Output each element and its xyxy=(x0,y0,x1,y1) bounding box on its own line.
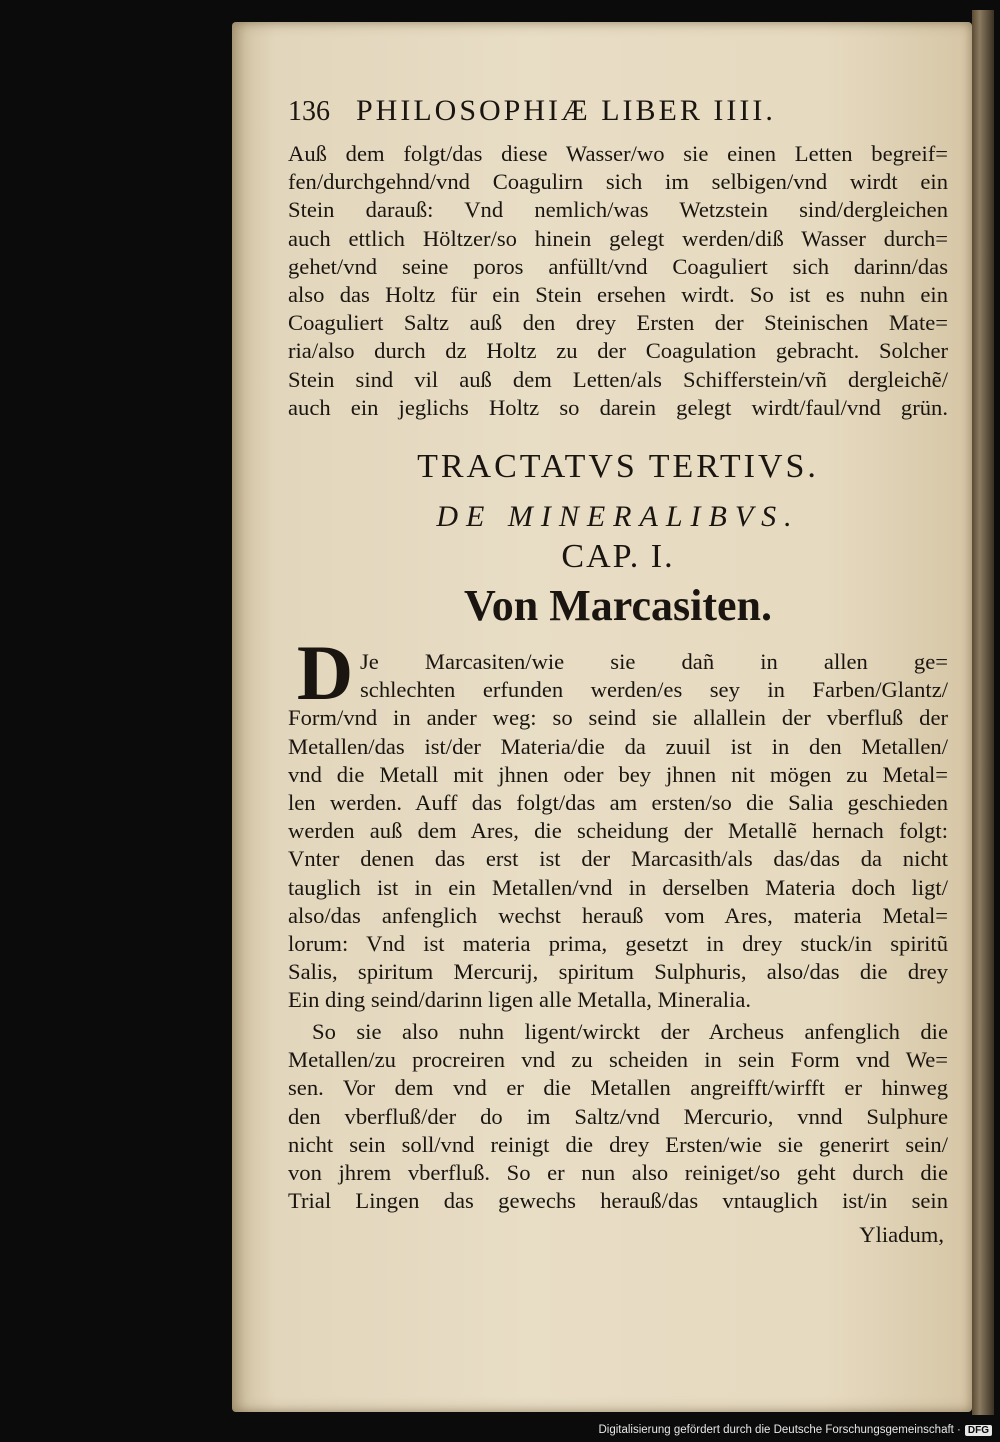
text-line: tauglich ist in ein Metallen/vnd in derselben Materia doch ligt/ xyxy=(288,874,948,900)
text-line: lorum: Vnd ist materia prima, gesetzt in drey stuck/in spiritũ xyxy=(288,931,948,957)
decorated-initial: D xyxy=(296,629,354,716)
text-line: Ein ding seind/darinn ligen alle Metalla, Mineralia. xyxy=(288,987,752,1013)
paragraph-3 xyxy=(288,1018,948,1215)
chapter-number: CAP. I. xyxy=(561,538,675,575)
tractatus-heading: TRACTATVS TERTIVS. xyxy=(417,448,819,485)
text-line: fen/durchgehnd/vnd Coagulirn sich im selbigen/vnd wirdt ein xyxy=(288,169,948,195)
text-line: Stein darauß: Vnd nemlich/was Wetzstein sind/dergleichen xyxy=(288,197,948,223)
text-line: vnd die Metall mit jhnen oder bey jhnen nit mögen zu Metal= xyxy=(288,761,948,787)
text-line: gehet/vnd seine poros anfüllt/vnd Coaguliert sich darinn/das xyxy=(288,253,948,279)
text-line: sen. Vor dem vnd er die Metallen angreifft/wirfft er hinweg xyxy=(288,1075,948,1101)
text-line: Metallen/zu procreiren vnd zu scheiden in sein Form vnd We= xyxy=(288,1047,948,1073)
running-title: PHILOSOPHIÆ LIBER IIII. xyxy=(356,94,776,127)
text-line: von jhrem vberfluß. So er nun also reiniget/so geht durch die xyxy=(288,1160,948,1186)
text-line: auch ettlich Höltzer/so hinein gelegt werden/diß Wasser durch= xyxy=(288,225,948,251)
dfg-logo: DFG xyxy=(965,1425,992,1436)
text-line: Vnter denen das erst ist der Marcasith/als das/das da nicht xyxy=(288,846,948,872)
text-line: Salis, spiritum Mercurij, spiritum Sulphuris, also/das die drey xyxy=(288,959,948,985)
footer-text: Digitalisierung gefördert durch die Deutsche Forschungsgemeinschaft · xyxy=(598,1424,961,1436)
text-line: werden auß dem Ares, die scheidung der Metallẽ hernach folgt: xyxy=(288,818,948,844)
text-line: nicht sein soll/vnd reinigt die drey Ersten/wie sie generirt sein/ xyxy=(288,1131,948,1157)
text-line: Metallen/das ist/der Materia/die da zuuil ist in den Metallen/ xyxy=(288,733,948,759)
text-line: ria/also durch dz Holtz zu der Coagulation gebracht. Solcher xyxy=(288,338,948,364)
running-head xyxy=(288,94,948,128)
text-line: len werden. Auff das folgt/das am ersten/so die Salia geschieden xyxy=(288,790,948,816)
text-line: also das Holtz für ein Stein ersehen wirdt. So ist es nuhn ein xyxy=(288,282,948,308)
chapter-title: Von Marcasiten. xyxy=(464,581,772,630)
text-line: Stein sind vil auß dem Letten/als Schifferstein/vñ dergleichẽ/ xyxy=(288,366,948,392)
catchword: Yliadum, xyxy=(859,1222,944,1247)
page-number: 136 xyxy=(288,96,330,127)
digitization-footer xyxy=(0,1424,992,1436)
text-line: auch ein jeglichs Holtz so darein gelegt wirdt/faul/vnd grün. xyxy=(288,394,948,420)
text-line: Auß dem folgt/das diese Wasser/wo sie einen Letten begreif= xyxy=(288,141,948,166)
text-line: Je Marcasiten/wie sie dañ in allen ge= xyxy=(360,649,948,674)
text-line: Form/vnd in ander weg: so seind sie allallein der vberfluß der xyxy=(288,705,948,731)
paragraph-2 xyxy=(288,648,948,1015)
text-line: also/das anfenglich wechst herauß vom Ares, materia Metal= xyxy=(288,902,948,928)
paragraph-1 xyxy=(288,140,948,422)
text-line: Trial Lingen das gewechs herauß/das vntauglich ist/in sein xyxy=(288,1188,948,1214)
text-line: Coaguliert Saltz auß den drey Ersten der Steinischen Mate= xyxy=(288,310,948,336)
text-line: So sie also nuhn ligent/wirckt der Archeus anfenglich die xyxy=(312,1019,948,1044)
section-subtitle: DE MINERALIBVS. xyxy=(436,500,800,533)
text-line: schlechten erfunden werden/es sey in Farben/Glantz/ xyxy=(360,677,948,703)
page-edge xyxy=(972,10,994,1415)
text-line: den vberfluß/der do im Saltz/vnd Mercurio, vnnd Sulphure xyxy=(288,1103,948,1129)
